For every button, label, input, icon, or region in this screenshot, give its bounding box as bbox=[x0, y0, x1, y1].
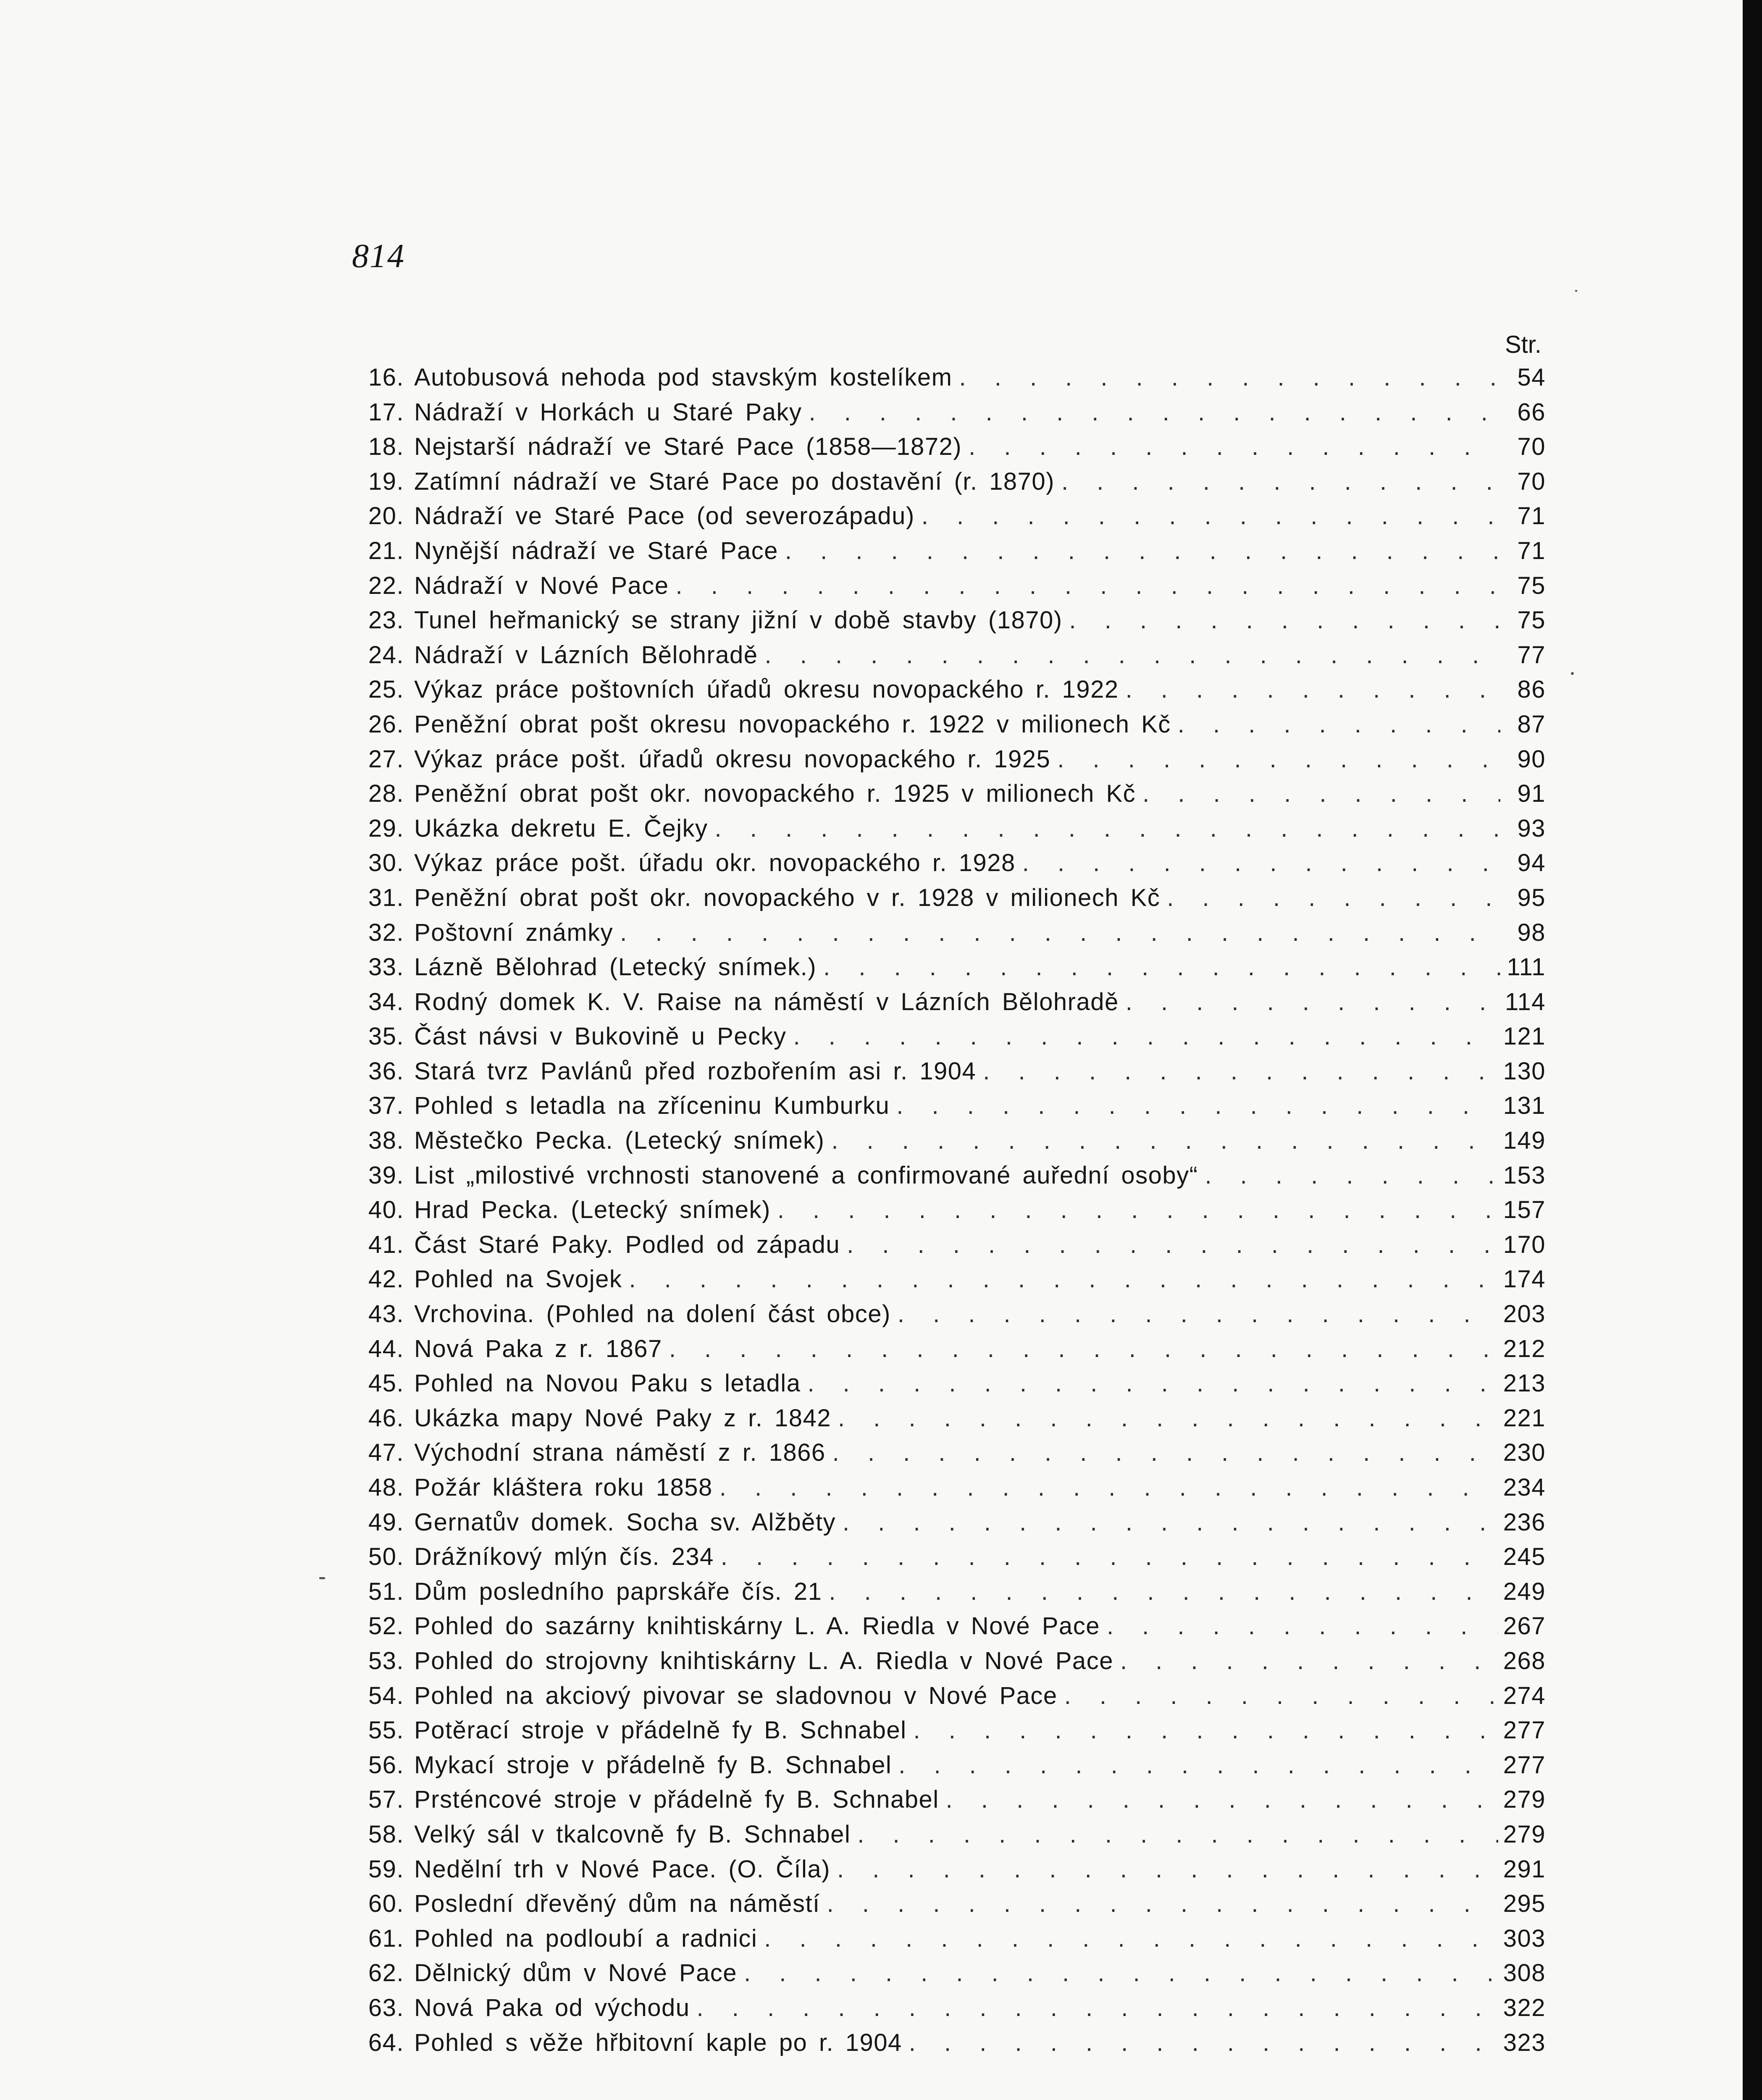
toc-entry bbox=[361, 534, 1546, 569]
dot-leader bbox=[715, 811, 1500, 846]
entry-number: 16. bbox=[368, 364, 404, 391]
dot-leader bbox=[1126, 985, 1500, 1020]
entry-page: 70 bbox=[1517, 433, 1546, 461]
dot-leader bbox=[847, 1228, 1498, 1263]
toc-entry bbox=[361, 603, 1546, 638]
entry-number: 25. bbox=[368, 676, 404, 704]
entry-number: 60. bbox=[368, 1890, 404, 1918]
toc-entry bbox=[361, 1262, 1546, 1297]
entry-page: 54 bbox=[1517, 364, 1546, 391]
entry-title: Autobusová nehoda pod stavským kostelíkem bbox=[414, 364, 953, 391]
entry-page: 323 bbox=[1503, 2029, 1546, 2056]
entry-page: 75 bbox=[1517, 606, 1546, 634]
entry-number: 40. bbox=[368, 1196, 404, 1224]
toc-entry bbox=[361, 638, 1546, 673]
entry-page: 230 bbox=[1503, 1439, 1546, 1467]
dot-leader bbox=[1120, 1644, 1498, 1679]
toc-entry bbox=[361, 1956, 1546, 1991]
entry-number: 54. bbox=[368, 1682, 404, 1709]
entry-title: Výkaz práce poštovních úřadů okresu novopackého r. 1922 bbox=[414, 676, 1119, 704]
dot-leader bbox=[1178, 707, 1500, 742]
entry-page: 70 bbox=[1517, 467, 1546, 495]
dot-leader bbox=[720, 1470, 1498, 1505]
entry-page: 174 bbox=[1503, 1265, 1546, 1293]
toc-entry bbox=[361, 1193, 1546, 1228]
scan-speck bbox=[1571, 672, 1574, 675]
entry-title: Ukázka dekretu E. Čejky bbox=[414, 814, 708, 842]
dot-leader bbox=[764, 1922, 1498, 1956]
entry-number: 44. bbox=[368, 1335, 404, 1362]
entry-number: 32. bbox=[368, 919, 404, 946]
dot-leader bbox=[1107, 1609, 1498, 1644]
dot-leader bbox=[831, 1124, 1498, 1158]
dot-leader bbox=[809, 395, 1500, 430]
entry-number: 26. bbox=[368, 710, 404, 738]
toc-entry bbox=[361, 1817, 1546, 1852]
dot-leader bbox=[896, 1089, 1498, 1124]
toc-entry bbox=[361, 985, 1546, 1020]
toc-entry bbox=[361, 1887, 1546, 1922]
toc-entry bbox=[361, 1332, 1546, 1367]
entry-number: 57. bbox=[368, 1786, 404, 1814]
entry-page: 111 bbox=[1507, 953, 1546, 981]
entry-title: Požár kláštera roku 1858 bbox=[414, 1474, 713, 1501]
entry-page: 71 bbox=[1517, 502, 1546, 530]
entry-number: 45. bbox=[368, 1370, 404, 1397]
entry-page: 90 bbox=[1517, 745, 1546, 773]
entry-number: 29. bbox=[368, 814, 404, 842]
toc-entry bbox=[361, 1054, 1546, 1089]
toc-entry bbox=[361, 1609, 1546, 1644]
entry-page: 322 bbox=[1503, 1994, 1546, 2021]
entry-page: 131 bbox=[1503, 1092, 1546, 1120]
entry-title: Tunel heřmanický se strany jižní v době stavby (1870) bbox=[414, 606, 1063, 634]
entry-title: Nynější nádraží ve Staré Pace bbox=[414, 537, 778, 564]
entry-number: 17. bbox=[368, 398, 404, 426]
dot-leader bbox=[837, 1852, 1498, 1887]
entry-title: Městečko Pecka. (Letecký snímek) bbox=[414, 1127, 825, 1155]
entry-page: 71 bbox=[1517, 537, 1546, 564]
entry-page: 234 bbox=[1503, 1474, 1546, 1501]
page-column-header: Str. bbox=[1505, 331, 1541, 358]
toc-entry bbox=[361, 777, 1546, 811]
dot-leader bbox=[827, 1887, 1498, 1922]
dot-leader bbox=[629, 1262, 1498, 1297]
entry-number: 19. bbox=[368, 467, 404, 495]
entry-page: 303 bbox=[1503, 1924, 1546, 1952]
dot-leader bbox=[1142, 777, 1500, 811]
entry-page: 95 bbox=[1517, 884, 1546, 911]
entry-page: 94 bbox=[1517, 849, 1546, 877]
entry-title: Část Staré Paky. Podled od západu bbox=[414, 1231, 840, 1258]
entry-page: 308 bbox=[1503, 1959, 1546, 1987]
toc-entry bbox=[361, 1436, 1546, 1470]
entry-title: Mykací stroje v přádelně fy B. Schnabel bbox=[414, 1751, 892, 1779]
toc-entry bbox=[361, 1713, 1546, 1748]
entry-title: Rodný domek K. V. Raise na náměstí v Lázních Bělohradě bbox=[414, 988, 1119, 1016]
dot-leader bbox=[1064, 1679, 1498, 1714]
entry-title: Poštovní známky bbox=[414, 919, 614, 946]
scan-edge bbox=[1743, 0, 1762, 2100]
entry-title: Nová Paka z r. 1867 bbox=[414, 1335, 662, 1362]
entry-page: 221 bbox=[1503, 1404, 1546, 1432]
entry-page: 295 bbox=[1503, 1890, 1546, 1918]
entry-number: 61. bbox=[368, 1924, 404, 1952]
dot-leader bbox=[1167, 881, 1500, 916]
dot-leader bbox=[857, 1817, 1498, 1852]
entry-title: Nádraží v Lázních Bělohradě bbox=[414, 641, 758, 669]
toc-entry bbox=[361, 672, 1546, 707]
toc-entry bbox=[361, 742, 1546, 777]
dot-leader bbox=[909, 2026, 1498, 2061]
dot-leader bbox=[983, 1054, 1498, 1089]
entry-title: Vrchovina. (Pohled na dolení část obce) bbox=[414, 1300, 891, 1328]
dot-leader bbox=[807, 1366, 1498, 1401]
entry-number: 62. bbox=[368, 1959, 404, 1987]
entry-page: 277 bbox=[1503, 1717, 1546, 1744]
toc-entry bbox=[361, 1782, 1546, 1817]
entry-page: 87 bbox=[1517, 710, 1546, 738]
entry-number: 49. bbox=[368, 1508, 404, 1536]
entry-number: 63. bbox=[368, 1994, 404, 2021]
entry-title: Nádraží ve Staré Pace (od severozápadu) bbox=[414, 502, 915, 530]
entry-page: 91 bbox=[1517, 780, 1546, 808]
entry-title: Peněžní obrat pošt okr. novopackého v r. 1928 v milionech Kč bbox=[414, 884, 1161, 911]
dot-leader bbox=[969, 430, 1500, 465]
entry-number: 30. bbox=[368, 849, 404, 877]
entry-number: 53. bbox=[368, 1647, 404, 1675]
entry-title: Ukázka mapy Nové Paky z r. 1842 bbox=[414, 1404, 832, 1432]
entry-title: Dům posledního paprskáře čís. 21 bbox=[414, 1578, 822, 1605]
dot-leader bbox=[1126, 672, 1500, 707]
entry-page: 274 bbox=[1503, 1682, 1546, 1709]
entry-page: 268 bbox=[1503, 1647, 1546, 1675]
dot-leader bbox=[1057, 742, 1500, 777]
dot-leader bbox=[1205, 1158, 1498, 1193]
entry-page: 86 bbox=[1517, 676, 1546, 704]
toc-entry bbox=[361, 1748, 1546, 1783]
entry-page: 203 bbox=[1503, 1300, 1546, 1328]
entry-number: 52. bbox=[368, 1612, 404, 1640]
dot-leader bbox=[721, 1540, 1498, 1575]
entry-title: Peněžní obrat pošt okresu novopackého r. 1922 v milionech Kč bbox=[414, 710, 1171, 738]
entry-title: Východní strana náměstí z r. 1866 bbox=[414, 1439, 826, 1467]
toc-entry bbox=[361, 1922, 1546, 1956]
scan-speck bbox=[1575, 290, 1577, 292]
entry-title: Nádraží v Nové Pace bbox=[414, 572, 669, 599]
dot-leader bbox=[1061, 465, 1500, 499]
entry-number: 28. bbox=[368, 780, 404, 808]
toc-entry bbox=[361, 1505, 1546, 1540]
toc-entry bbox=[361, 916, 1546, 950]
entry-page: 279 bbox=[1503, 1786, 1546, 1814]
dot-leader bbox=[696, 1991, 1498, 2026]
page-number: 814 bbox=[352, 238, 405, 275]
dot-leader bbox=[843, 1505, 1498, 1540]
toc-entry bbox=[361, 811, 1546, 846]
entry-number: 41. bbox=[368, 1231, 404, 1258]
toc-entry bbox=[361, 1679, 1546, 1714]
entry-number: 18. bbox=[368, 433, 404, 461]
entry-title: Potěrací stroje v přádelně fy B. Schnabel bbox=[414, 1717, 907, 1744]
dot-leader bbox=[1022, 846, 1500, 881]
dot-leader bbox=[922, 499, 1500, 534]
entry-number: 34. bbox=[368, 988, 404, 1016]
entry-title: Výkaz práce pošt. úřadů okresu novopackého r. 1925 bbox=[414, 745, 1051, 773]
entry-page: 98 bbox=[1517, 919, 1546, 946]
entry-title: Drážníkový mlýn čís. 234 bbox=[414, 1543, 714, 1571]
entry-number: 46. bbox=[368, 1404, 404, 1432]
entry-page: 279 bbox=[1503, 1820, 1546, 1848]
entry-page: 277 bbox=[1503, 1751, 1546, 1779]
entry-page: 121 bbox=[1503, 1023, 1546, 1050]
dot-leader bbox=[669, 1332, 1498, 1367]
entry-page: 212 bbox=[1503, 1335, 1546, 1362]
entry-number: 39. bbox=[368, 1161, 404, 1189]
entry-number: 35. bbox=[368, 1023, 404, 1050]
entry-number: 31. bbox=[368, 884, 404, 911]
entry-page: 153 bbox=[1503, 1161, 1546, 1189]
entry-page: 66 bbox=[1517, 398, 1546, 426]
entry-title: Pohled do strojovny knihtiskárny L. A. Riedla v Nové Pace bbox=[414, 1647, 1113, 1675]
entry-page: 75 bbox=[1517, 572, 1546, 599]
toc-entry bbox=[361, 499, 1546, 534]
entry-number: 22. bbox=[368, 572, 404, 599]
entry-page: 291 bbox=[1503, 1855, 1546, 1883]
entry-page: 249 bbox=[1503, 1578, 1546, 1605]
toc-entry bbox=[361, 1575, 1546, 1609]
toc-entry bbox=[361, 881, 1546, 916]
toc-entry bbox=[361, 2026, 1546, 2061]
entry-page: 170 bbox=[1503, 1231, 1546, 1258]
toc-entry bbox=[361, 1228, 1546, 1263]
entry-number: 27. bbox=[368, 745, 404, 773]
entry-title: Pohled na podloubí a radnici bbox=[414, 1924, 758, 1952]
dot-leader bbox=[793, 1019, 1498, 1054]
entry-number: 43. bbox=[368, 1300, 404, 1328]
entry-number: 47. bbox=[368, 1439, 404, 1467]
toc-entry bbox=[361, 465, 1546, 499]
entry-page: 130 bbox=[1503, 1057, 1546, 1085]
dot-leader bbox=[832, 1436, 1498, 1470]
toc-entry bbox=[361, 1401, 1546, 1436]
entry-title: Lázně Bělohrad (Letecký snímek.) bbox=[414, 953, 817, 981]
dot-leader bbox=[914, 1713, 1498, 1748]
entry-number: 36. bbox=[368, 1057, 404, 1085]
entry-title: Zatímní nádraží ve Staré Pace po dostavění (r. 1870) bbox=[414, 467, 1055, 495]
toc-entry bbox=[361, 1124, 1546, 1158]
dot-leader bbox=[898, 1748, 1498, 1783]
entry-title: Hrad Pecka. (Letecký snímek) bbox=[414, 1196, 771, 1224]
toc-entry bbox=[361, 1540, 1546, 1575]
dot-leader bbox=[620, 916, 1500, 950]
toc-entry bbox=[361, 707, 1546, 742]
entry-number: 24. bbox=[368, 641, 404, 669]
entry-page: 77 bbox=[1517, 641, 1546, 669]
entry-title: Poslední dřevěný dům na náměstí bbox=[414, 1890, 820, 1918]
entry-title: Peněžní obrat pošt okr. novopackého r. 1925 v milionech Kč bbox=[414, 780, 1136, 808]
entry-title: Nová Paka od východu bbox=[414, 1994, 690, 2021]
toc-entry bbox=[361, 950, 1546, 985]
entry-number: 37. bbox=[368, 1092, 404, 1120]
entry-title: Nejstarší nádraží ve Staré Pace (1858—1872) bbox=[414, 433, 962, 461]
entry-title: Pohled s letadla na zříceninu Kumburku bbox=[414, 1092, 890, 1120]
toc-entry bbox=[361, 1297, 1546, 1332]
toc-entry bbox=[361, 1019, 1546, 1054]
entry-number: 21. bbox=[368, 537, 404, 564]
dot-leader bbox=[959, 360, 1501, 395]
entry-number: 33. bbox=[368, 953, 404, 981]
toc-entry bbox=[361, 1991, 1546, 2026]
dot-leader bbox=[744, 1956, 1498, 1991]
toc-entry bbox=[361, 569, 1546, 604]
entry-number: 20. bbox=[368, 502, 404, 530]
scan-speck bbox=[319, 1577, 325, 1579]
entry-page: 157 bbox=[1503, 1196, 1546, 1224]
toc-entry bbox=[361, 1158, 1546, 1193]
entry-number: 59. bbox=[368, 1855, 404, 1883]
entry-title: Prsténcové stroje v přádelně fy B. Schnabel bbox=[414, 1786, 939, 1814]
dot-leader bbox=[777, 1193, 1498, 1228]
entry-title: Pohled na Novou Paku s letadla bbox=[414, 1370, 801, 1397]
entry-page: 267 bbox=[1503, 1612, 1546, 1640]
entry-number: 23. bbox=[368, 606, 404, 634]
entry-title: Stará tvrz Pavlánů před rozbořením asi r. 1904 bbox=[414, 1057, 977, 1085]
entry-title: Pohled na akciový pivovar se sladovnou v Nové Pace bbox=[414, 1682, 1058, 1709]
entry-title: Velký sál v tkalcovně fy B. Schnabel bbox=[414, 1820, 851, 1848]
dot-leader bbox=[829, 1575, 1498, 1609]
toc-entry bbox=[361, 846, 1546, 881]
entry-number: 55. bbox=[368, 1717, 404, 1744]
entry-title: Pohled s věže hřbitovní kaple po r. 1904 bbox=[414, 2029, 902, 2056]
entry-page: 149 bbox=[1503, 1127, 1546, 1155]
entry-number: 42. bbox=[368, 1265, 404, 1293]
dot-leader bbox=[946, 1782, 1498, 1817]
entry-title: Pohled do sazárny knihtiskárny L. A. Riedla v Nové Pace bbox=[414, 1612, 1100, 1640]
entry-number: 38. bbox=[368, 1127, 404, 1155]
entry-page: 114 bbox=[1505, 988, 1546, 1016]
toc-entry bbox=[361, 1089, 1546, 1124]
entry-number: 56. bbox=[368, 1751, 404, 1779]
entry-title: List „milostivé vrchnosti stanovené a confirmované auřední osoby“ bbox=[414, 1161, 1198, 1189]
dot-leader bbox=[1069, 603, 1500, 638]
entry-title: Část návsi v Bukovině u Pecky bbox=[414, 1023, 787, 1050]
entry-title: Nádraží v Horkách u Staré Paky bbox=[414, 398, 802, 426]
entry-title: Dělnický dům v Nové Pace bbox=[414, 1959, 738, 1987]
toc-entry bbox=[361, 1470, 1546, 1505]
entry-number: 64. bbox=[368, 2029, 404, 2056]
toc-entry bbox=[361, 1366, 1546, 1401]
entry-page: 213 bbox=[1503, 1370, 1546, 1397]
dot-leader bbox=[676, 569, 1500, 604]
entry-number: 51. bbox=[368, 1578, 404, 1605]
illustration-list bbox=[361, 360, 1546, 2060]
toc-entry bbox=[361, 430, 1546, 465]
toc-entry bbox=[361, 1852, 1546, 1887]
dot-leader bbox=[823, 950, 1500, 985]
entry-title: Pohled na Svojek bbox=[414, 1265, 622, 1293]
entry-title: Výkaz práce pošt. úřadu okr. novopackého r. 1928 bbox=[414, 849, 1016, 877]
entry-page: 93 bbox=[1517, 814, 1546, 842]
entry-title: Gernatův domek. Socha sv. Alžběty bbox=[414, 1508, 836, 1536]
dot-leader bbox=[838, 1401, 1498, 1436]
entry-number: 48. bbox=[368, 1474, 404, 1501]
toc-entry bbox=[361, 360, 1546, 395]
entry-title: Nedělní trh v Nové Pace. (O. Číla) bbox=[414, 1855, 830, 1883]
entry-number: 50. bbox=[368, 1543, 404, 1571]
toc-entry bbox=[361, 1644, 1546, 1679]
toc-entry bbox=[361, 395, 1546, 430]
dot-leader bbox=[898, 1297, 1498, 1332]
entry-page: 236 bbox=[1503, 1508, 1546, 1536]
dot-leader bbox=[785, 534, 1500, 569]
entry-page: 245 bbox=[1503, 1543, 1546, 1571]
entry-number: 58. bbox=[368, 1820, 404, 1848]
dot-leader bbox=[765, 638, 1501, 673]
